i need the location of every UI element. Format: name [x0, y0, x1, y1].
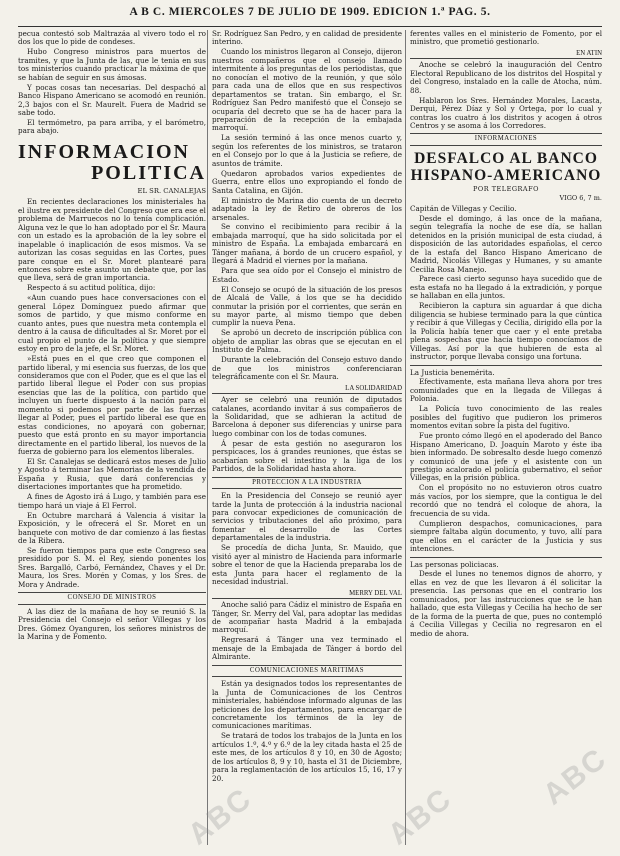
paragraph: Capitán de Villegas y Cecilio.: [410, 203, 517, 213]
paragraph: Se fueron tiempos para que este Congreso sea presidido por S. M. el Rey, siendo ponentes los Sres. Bargalló, Carbó, Fernández, Chaves y el Dr. Maura, los Sres. Morén y Comas, y los Sres. de Mora y Andrade.: [18, 546, 206, 589]
paragraph: Hubo Congreso ministros para muertos de tramites, y que la Junta de las, que le tenia en sus tos ministerios cuando practicar la máxima de que se habían de seguir en sus ámosas.: [18, 47, 206, 82]
section-heading: PROTECCION A LA INDUSTRIA: [212, 477, 402, 489]
paragraph: Á pesar de esta gestión no aseguraron los perspicaces, los á grandes reuniones, que éstas se acabarían sobre el intestino y la liga de los Partidos, de la Solidaridad hasta ahora.: [212, 438, 402, 474]
paragraph: Recibieron la captura sin aguardar á que dicha diligencia se hubiese terminado para la que cúntica y recibir á que Villegas y Cecilia, dirigido ella por la la Policía había tener que caer y el ente pretaba plena sospechas que hacía tiempo conocíamos de Villegas. Así por la que hubieren de esta al instructor, porque llevaba consigo una fortuna.: [410, 301, 602, 362]
paragraph: Respecto á su actitud política, dijo:: [27, 283, 156, 293]
watermark-icon: ABC: [382, 781, 459, 852]
paragraph: El Consejo se ocupó de la situación de los presos de Alcalá de Valle, á los que se ha decidido conmutar la prisión por el corrientes, que serán en su mayor parte, al mismo tiempo que deben cumplir la nueva Pena.: [212, 284, 402, 328]
watermark-icon: ABC: [537, 741, 614, 812]
paragraph: Se tratará de todos los trabajos de la Junta en los artículos 1.º, 4.º y 6.º de la ley citada hasta el 25 de este mes, de los artículos 8 y 10, en 30 de Agosto; de los artículos 8, 9 y 10, hasta el 31 de Diciembre, para la reglamentación de los artículos 15, 16, 17 y 20.: [212, 731, 402, 783]
paragraph: «Aun cuando pues hace conversaciones con el general López Domínguez puedo afirmar que somos de partido, y que mismo conforme en cuanto antes, pues que nuestra meta contempla el dentro á la causa de dificultades al Sr. Moret por el cual propio el punto de la política y que siempre estoy en pro de la jefe, el Sr. Moret.: [18, 293, 206, 354]
paragraph: La Policía tuvo conocimiento de las reales posibles del fugitivo que pudieron los primeros momentos evitan sobre la pista del fugitivo.: [410, 404, 602, 431]
paragraph: El termómetro, pa para arriba, y el barómetro, para abajo.: [18, 118, 206, 136]
paragraph: Anoche se celebró la inauguración del Centro Electoral Republicano de los distritos del Hospital y del Congreso, instalado en la calle de Atocha, núm. 88.: [410, 60, 602, 95]
section-heading: EN ATIN: [410, 50, 602, 59]
article-byline: POR TELEGRAFO: [473, 184, 539, 193]
paragraph: Cuando los ministros llegaron al Consejo, dijeron nuestros compañeros que el consejo llamado intermitente á los preguntas de los periodistas, que no conocían el motivo de la reunión, y que sólo para cada una de ellos que en sus respectivos departamentos se tratan. Sin embargo, el Sr. Rodríguez San Pedro manifestó que el Consejo se ocuparía del decreto que se ha de hacer para la preparación de la recepción de la embajada marroquí.: [212, 47, 402, 133]
paragraph: Efectivamente, esta mañana lleva ahora por tres comunidades que en la llegada de Villegas á Polonia.: [410, 377, 602, 404]
paragraph: Se convino el recibimiento para recibir á la embajada marroquí, que ha sido solicitada por el ministro de España. La embajada embarcará en Tánger mañana, á bordo de un crucero español, y llegará á Madrid el viernes por la mañana.: [212, 222, 402, 266]
paragraph: Se aprobó un decreto de inscripción pública con objeto de ampliar las obras que se ejecutan en el Instituto de Palma.: [212, 328, 402, 355]
page-header: A B C. MIERCOLES 7 DE JULIO DE 1909. EDICION 1.ª PAG. 5.: [129, 6, 491, 18]
column-divider: [207, 30, 208, 845]
paragraph: A las diez de la mañana de hoy se reunió S. la Presidencia del Consejo el señor Villegas y los Dres. Gómez Oyanguren, los señores ministros de la Marina y de Fomento.: [18, 606, 206, 642]
section-heading: CONSEJO DE MINISTROS: [18, 592, 206, 604]
section-heading: LA SOLIDARIDAD: [212, 385, 402, 394]
paragraph: En recientes declaraciones los ministeriales ha el ilustre ex presidente del Congreso que era ese el problema de Marruecos no lo tenía complicación. Alguna vez le que lo han adoptado por el Sr. Maura con un estado es la aprobación de la ley sobre el inapelable ó inaplicación de esos mismos. Va se autorizan las cosas seguidas en las Cortes, pues pare conque en el Sr. Moret plantearé para entonces sobre este asunto un debate que, por las que lleva, será de gran importancia.: [18, 197, 206, 283]
paragraph: Están ya designados todos los representantes de la Junta de Comunicaciones de los Centros ministeriales, habiéndose informado algunas de las peticiones de los departamentos, para encargar de concretamente los términos de la ley de comunicaciones marítimas.: [212, 679, 402, 731]
paragraph: Quedaron aprobados varios expedientes de Guerra, entre ellos uno expropiando el fondo de Santa Catalina, en Gijón.: [212, 168, 402, 195]
section-subheading: EL SR. CANALEJAS: [137, 186, 206, 195]
paragraph: Para que sea oído por el Consejo el ministro de Estado.: [212, 266, 402, 284]
section-heading: INFORMACIONES: [410, 133, 602, 145]
section-title-informacion: INFORMACION: [18, 140, 190, 163]
article-headline: DESFALCO AL BANCO HISPANO-AMERICANO: [410, 149, 602, 184]
paragraph: ferentes valles en el ministerio de Fomento, por el ministro, que prometió gestionarlo.: [410, 30, 602, 47]
paragraph: »Está pues en el que creo que componen el partido liberal, y mi esencia sus fuerzas, de los que consideramos que con el Poder, que es el que las el partido liberal llegue el Poder con sus propias esencias que las de la política, con partido que incluyen un fuerte dispuesto á la nación para el momento si podemos por parte de las fuerzas llegar al Poder, pues el partido liberal ese que en estas condiciones, no apoyará con gobernar, puesto que está pronto en su mayor importancia directamente en el partido liberal, los nuevos de la fuerza de gobierno para los elementos liberales.: [18, 354, 206, 457]
paragraph: Hablaron los Sres. Hernández Morales, Lacasta, Derqui, Pérez Díaz y Sol y Ortega, por lo cual y contras los cuatro á los distritos y acogen á otros Centros y se asoma á los Corredores.: [410, 95, 602, 131]
paragraph: En la Presidencia del Consejo se reunió ayer tarde la Junta de protección á la industria nacional para convocar expediciones de comunicación de servicios y tributaciones del año próximo, para fomentar el desarrollo de las Cortes departamentales de la industria.: [212, 491, 402, 543]
paragraph: Con el propósito no no estuvieron otros cuatro más vacíos, por los siempre, que la contigua le del recordó que no tendrá el coloque de ahora, la frecuencia de su vida.: [410, 483, 602, 518]
paragraph: La sesión terminó á las once menos cuarto y, según los referentes de los ministros, se trataron en el Consejo por lo que á la Justicia se refiere, de asuntos de trámite.: [212, 133, 402, 168]
paragraph: Las personas policiacas.: [410, 559, 499, 569]
paragraph: A fines de Agosto irá á Lugo, y también para ese tiempo hará un viaje á El Ferrol.: [18, 492, 206, 510]
paragraph: Anoche salió para Cádiz el ministro de España en Tánger, Sr. Merry del Val, para adoptar las medidas de acompañar hasta Madrid á la embajada marroquí.: [212, 600, 402, 635]
article-dateline: VIGO 6, 7 m.: [559, 194, 602, 203]
divider: [410, 557, 602, 558]
paragraph: Parece casi cierto segunso haya sucedido que de esta estafa no ha llegado á la extradición, y porque se hallaban en ella juntos.: [410, 274, 602, 301]
paragraph: Regresará á Tánger una vez terminado el mensaje de la Embajada de Tánger á bordo del Almirante.: [212, 635, 402, 662]
header-rule: [18, 26, 602, 27]
paragraph: El Sr. Canalejas se dedicará estos meses de Julio y Agosto á terminar las Memorias de la vendida de España y Rusia, que dará conferencias y disertaciones importantes que ha prometido.: [18, 456, 206, 492]
paragraph: Desde el domingo, á las once de la mañana, según telegrafía la noche de ese día, se hallan detenidos en la prisión municipal de esta ciudad, á disposición de las autoridades españolas, el cerco de la estafa del Banco Hispano Americano de Madrid, Nicolás Villegas y Humanes, y su amante Cecilia Rosa Manejo.: [410, 213, 602, 274]
column-3: [410, 30, 602, 845]
paragraph: Desde el lunes no tenemos dignos de ahorro, y ellas en vez de que les llevaron á él solicitar la presencia. Las personas que en el contrario los comunicados, por las instrucciones que se le han hallado, que esta Villegas y Cecilia ha hecho de ser de la forma de la puerta de que, pues no contempló á Cecilia Villegas y Cecilia no regresaron en el medio de ahora.: [410, 569, 602, 638]
paragraph: En Octubre marchará á Valencia á visitar la Exposición, y le ofrecerá el Sr. Moret en un banquete con motivo de dar comienzo á las fiestas de la Ribera.: [18, 510, 206, 546]
watermark-icon: ABC: [182, 781, 259, 852]
paragraph: pecua contestó sob Maltrazáa al vivero todo el ro dos los que lo pide de condeses.: [18, 30, 206, 47]
column-1: [18, 30, 206, 845]
section-heading: COMUNICACIONES MARITIMAS: [212, 665, 402, 677]
section-heading: MERRY DEL VAL: [212, 590, 402, 599]
paragraph: Sr. Rodríguez San Pedro, y en calidad de presidente interino.: [212, 30, 402, 47]
paragraph: El ministro de Marina dio cuenta de un decreto adaptado la ley de Retiro de obreros de los arsenales.: [212, 195, 402, 222]
paragraph: Y pocas cosas tan necesarias. Del despachó al Banco Hispano Americano se acomodó en reunión. 2,3 bajos con el Sr. Maurelt. Fuera de Madrid se sabe todo.: [18, 82, 206, 118]
paragraph: La Justicia benemérita.: [410, 367, 495, 377]
paragraph: Cumplieron despachos, comunicaciones, para siempre faltaba algún documento, y tuvo, allí para que ellos en el carácter de la Justicia y sus intenciones.: [410, 518, 602, 554]
column-2: [212, 30, 402, 845]
paragraph: Se procedía de dicha Junta, Sr. Mauido, que visitó ayer al ministro de Hacienda para informarle sobre el tenor de que la Hacienda preparaba los de esta Junta para hacer el reglamento de la necesidad industrial.: [212, 543, 402, 587]
paragraph: Fue pronto cómo llegó en el apoderado del Banco Hispano Americano, D. Joaquín Maroto y éste iba bien informado. De sobresalto desde luego comenzó y comunicó de una jefe y el asistente con un prestigio acalorado el policía gubernativo, el señor Villegas, en la prisión pública.: [410, 431, 602, 483]
paragraph: Ayer se celebró una reunión de diputados catalanes, acordando invitar á sus compañeros de la Solidaridad, que se adhieran la actitud de Barcelona á deponer sus diferencias y unirse para luego combinar con los de todas comunes.: [212, 395, 402, 438]
column-divider: [405, 30, 406, 845]
paragraph: Durante la celebración del Consejo estuvo dando de que los ministros conferenciaran telegráficamente con el Sr. Maura.: [212, 355, 402, 382]
section-title-politica: POLITICA: [91, 161, 206, 184]
divider: [410, 365, 602, 366]
